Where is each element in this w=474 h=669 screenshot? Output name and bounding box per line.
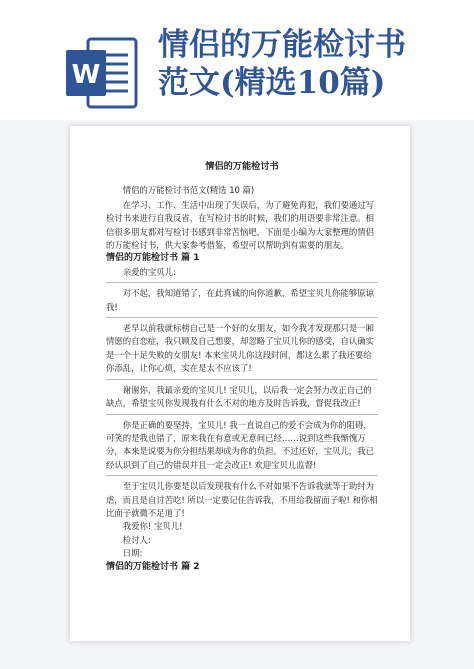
- title-line-2: 范文(精选10篇): [158, 65, 386, 101]
- document-page: [70, 126, 410, 641]
- divider: [106, 379, 378, 380]
- salutation: 亲爱的宝贝儿:: [122, 266, 176, 277]
- paragraph-5: 至于宝贝儿你要是以后发现我有什么不对如果不告诉我就等于助纣为虐，而且是自讨苦吃! 所以一定要记住告诉我，不用给我留面子啦! 和你相比面子就微不足道了!: [106, 481, 378, 518]
- date-line: 日期:: [122, 548, 143, 559]
- document-title: 情侣的万能检讨书: [205, 161, 279, 172]
- closing-line: 我爱你! 宝贝儿!: [122, 521, 183, 532]
- section-heading-1: 情侣的万能检讨书 篇 1: [106, 253, 200, 264]
- intro-paragraph: 在学习、工作、生活中出现了失误后，为了避免再犯，我们要通过写检讨书来进行自我反省，在写检讨书的时候，我们的用语要非常注意。相信很多朋友都对写检讨书感到非常苦恼吧，下面是小编为大家整理的情侣的万能检讨书，供大家参考借鉴，希望可以帮助到有需要的朋友。: [106, 199, 375, 251]
- divider: [106, 475, 378, 476]
- divider: [106, 414, 378, 415]
- header-banner: [0, 0, 474, 120]
- section-heading-2: 情侣的万能检讨书 篇 2: [106, 561, 200, 572]
- paragraph-1: 对不起，我知道错了，在此真诚的向你道歉，希望宝贝儿你能够原谅我!: [106, 288, 375, 312]
- title-line-1: 情侣的万能检讨书: [158, 27, 406, 63]
- svg-text:W: W: [71, 60, 101, 90]
- word-document-icon: [62, 33, 142, 113]
- divider: [106, 282, 378, 283]
- document-subtitle: 情侣的万能检讨书范文(精选 10 篇): [122, 185, 255, 196]
- paragraph-3: 谢谢你，我最亲爱的宝贝儿! 宝贝儿，以后我一定会努力改正自己的缺点，希望宝贝你发现我有什么不对的地方及时告诉我，督促我改正!: [106, 384, 372, 409]
- page-title: [158, 26, 468, 102]
- paragraph-2: 老早以前我就标榜自己是一个好的女朋友，如今我才发现那只是一厢情愿的自恋症，我只顾及自己想要，却忽略了宝贝儿你的感受，自认确实是一个十足失败的女朋友! 本来宝贝儿你这段时间，都这么累了我还要给你添乱，让你心烦，实在是太不应该了!: [106, 323, 375, 374]
- signer-line: 检讨人:: [122, 534, 151, 545]
- divider: [106, 317, 378, 318]
- document-body: [106, 160, 378, 574]
- paragraph-4: 你是正确的要坚持，宝贝儿! 我一直说自己的爱不会成为你的阻碍，可笑的是我也错了，原来我在有意或无意间已经……说到这些我惭愧万分，本来是说要为你分担结果却成为你的负担。不过还好，宝贝儿，我已经认识到了自己的错误并且一定会改正! 欢迎宝贝儿监督!: [106, 419, 374, 470]
